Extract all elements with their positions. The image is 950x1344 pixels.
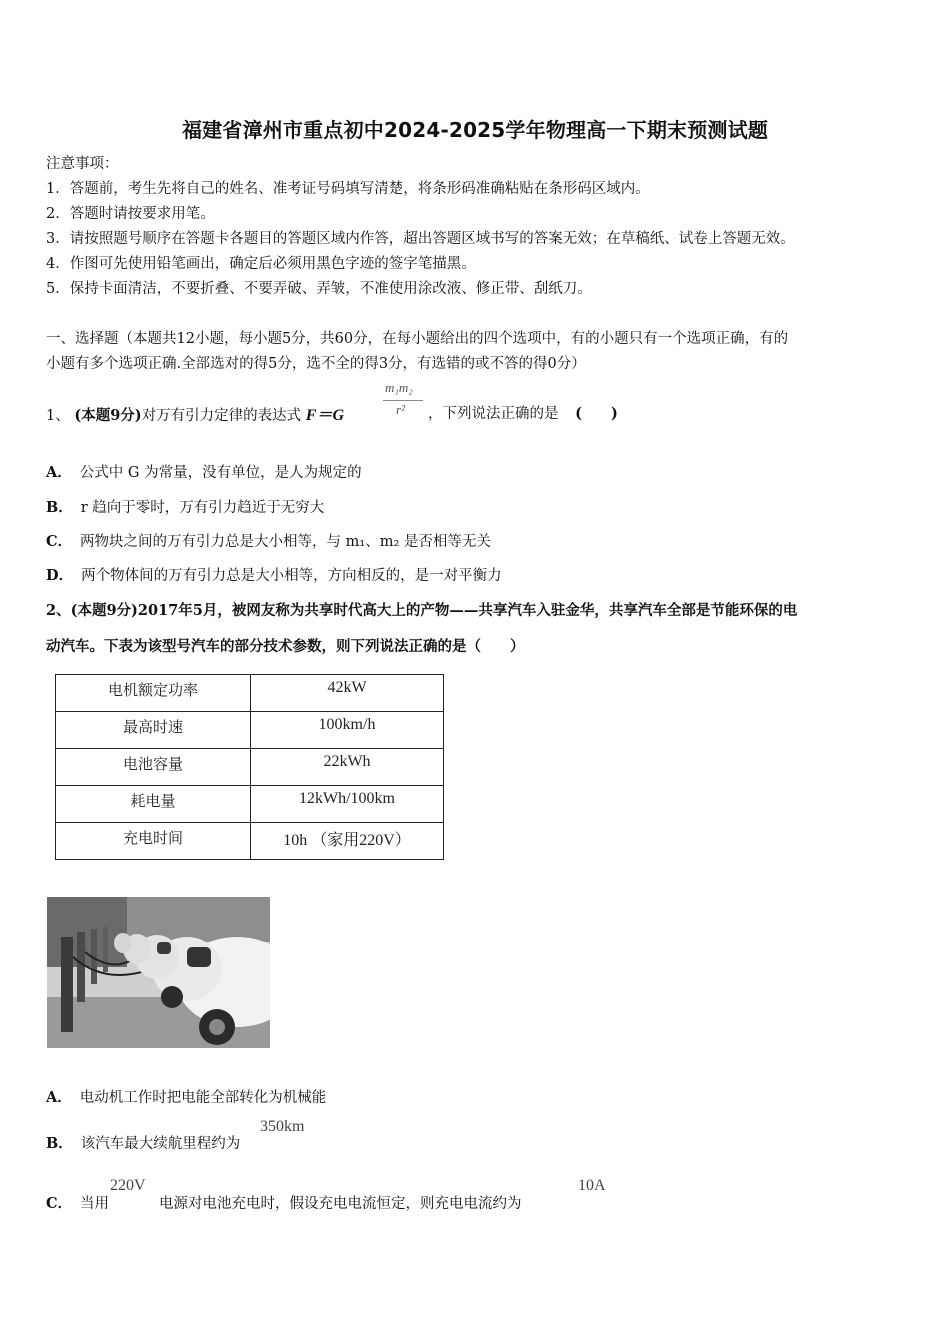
option-b: B． 该汽车最大续航里程约为 bbox=[46, 1135, 241, 1152]
table-row bbox=[56, 675, 444, 712]
question-1-suffix bbox=[428, 402, 618, 423]
option-c-text: 电源对电池充电时，假设充电电流恒定，则充电电流约为 bbox=[159, 1196, 522, 1212]
notice-item: 5．保持卡面清洁，不要折叠、不要弄破、弄皱，不准使用涂改液、修正带、刮纸刀。 bbox=[46, 281, 592, 297]
option-d: D． 两个物体间的万有引力总是大小相等，方向相反的，是一对平衡力 bbox=[46, 567, 502, 584]
table-row bbox=[56, 749, 444, 786]
notice-item: 1．答题前，考生先将自己的姓名、准考证号码填写清楚，将条形码准确粘贴在条形码区域内。 bbox=[46, 181, 650, 197]
table-row bbox=[56, 786, 444, 823]
inline-value-current: 10A bbox=[578, 1177, 606, 1194]
notice-heading: 注意事项： bbox=[46, 156, 119, 172]
option-a: A． 公式中 G 为常量，没有单位，是人为规定的 bbox=[46, 464, 362, 481]
inline-value-range: 350km bbox=[260, 1118, 305, 1135]
question-text: ，下列说法正确的是 bbox=[428, 406, 559, 422]
section-heading-line1: 一、选择题（本题共12小题，每小题5分，共60分，在每小题给出的四个选项中，有的小题只有一个选项正确，有的 bbox=[46, 331, 789, 347]
table-row bbox=[56, 712, 444, 749]
notice-item: 3．请按照题号顺序在答题卡各题目的答题区域内作答，超出答题区域书写的答案无效；在草稿纸、试卷上答题无效。 bbox=[46, 231, 795, 247]
charging-cars-image bbox=[47, 897, 270, 1048]
table-value: 12kWh/100km bbox=[251, 786, 444, 823]
table-key: 电池容量 bbox=[56, 749, 251, 786]
formula-lhs: F＝G bbox=[305, 407, 344, 424]
table-row bbox=[56, 823, 444, 860]
question-text: 对万有引力定律的表达式 bbox=[141, 408, 302, 424]
tech-spec-table bbox=[55, 674, 444, 860]
table-value: 100km/h bbox=[251, 712, 444, 749]
table-value: 22kWh bbox=[251, 749, 444, 786]
page-title: 福建省漳州市重点初中2024-2025学年物理高一下期末预测试题 bbox=[181, 118, 769, 142]
notice-item: 2．答题时请按要求用笔。 bbox=[46, 206, 215, 222]
table-value: 10h （家用220V） bbox=[251, 823, 444, 860]
inline-value-voltage: 220V bbox=[110, 1177, 146, 1194]
option-b: B． r 趋向于零时，万有引力趋近于无穷大 bbox=[46, 499, 325, 516]
notice-item: 4．作图可先使用铅笔画出，确定后必须用黑色字迹的签字笔描黑。 bbox=[46, 256, 476, 272]
formula-denominator: r² bbox=[396, 402, 405, 417]
question-2-line2: 动汽车。下表为该型号汽车的部分技术参数，则下列说法正确的是（ ） bbox=[46, 638, 525, 655]
option-c: C． 两物块之间的万有引力总是大小相等，与 m₁、m₂ 是否相等无关 bbox=[46, 533, 491, 550]
option-a: A． 电动机工作时把电能全部转化为机械能 bbox=[46, 1089, 327, 1106]
question-number: 1、 bbox=[46, 408, 70, 424]
table-value: 42kW bbox=[251, 675, 444, 712]
table-key: 充电时间 bbox=[56, 823, 251, 860]
section-heading-line2: 小题有多个选项正确.全部选对的得5分，选不全的得3分，有选错的或不答的得0分） bbox=[46, 356, 586, 372]
question-1-stem bbox=[46, 402, 344, 425]
option-c: C． 当用 bbox=[46, 1195, 110, 1212]
charging-cars-photo bbox=[47, 897, 270, 1048]
question-2-line1: 2、(本题9分)2017年5月，被网友称为共享时代高大上的产物——共享汽车入驻金华，共享汽车全部是节能环保的电 bbox=[46, 602, 798, 619]
table-key: 电机额定功率 bbox=[56, 675, 251, 712]
answer-paren: ( ) bbox=[575, 405, 618, 422]
table-key: 最高时速 bbox=[56, 712, 251, 749]
formula-numerator: m₁m₂ bbox=[385, 380, 413, 395]
question-score: (本题9分) bbox=[74, 407, 142, 424]
table-key: 耗电量 bbox=[56, 786, 251, 823]
fraction-bar bbox=[383, 400, 423, 401]
